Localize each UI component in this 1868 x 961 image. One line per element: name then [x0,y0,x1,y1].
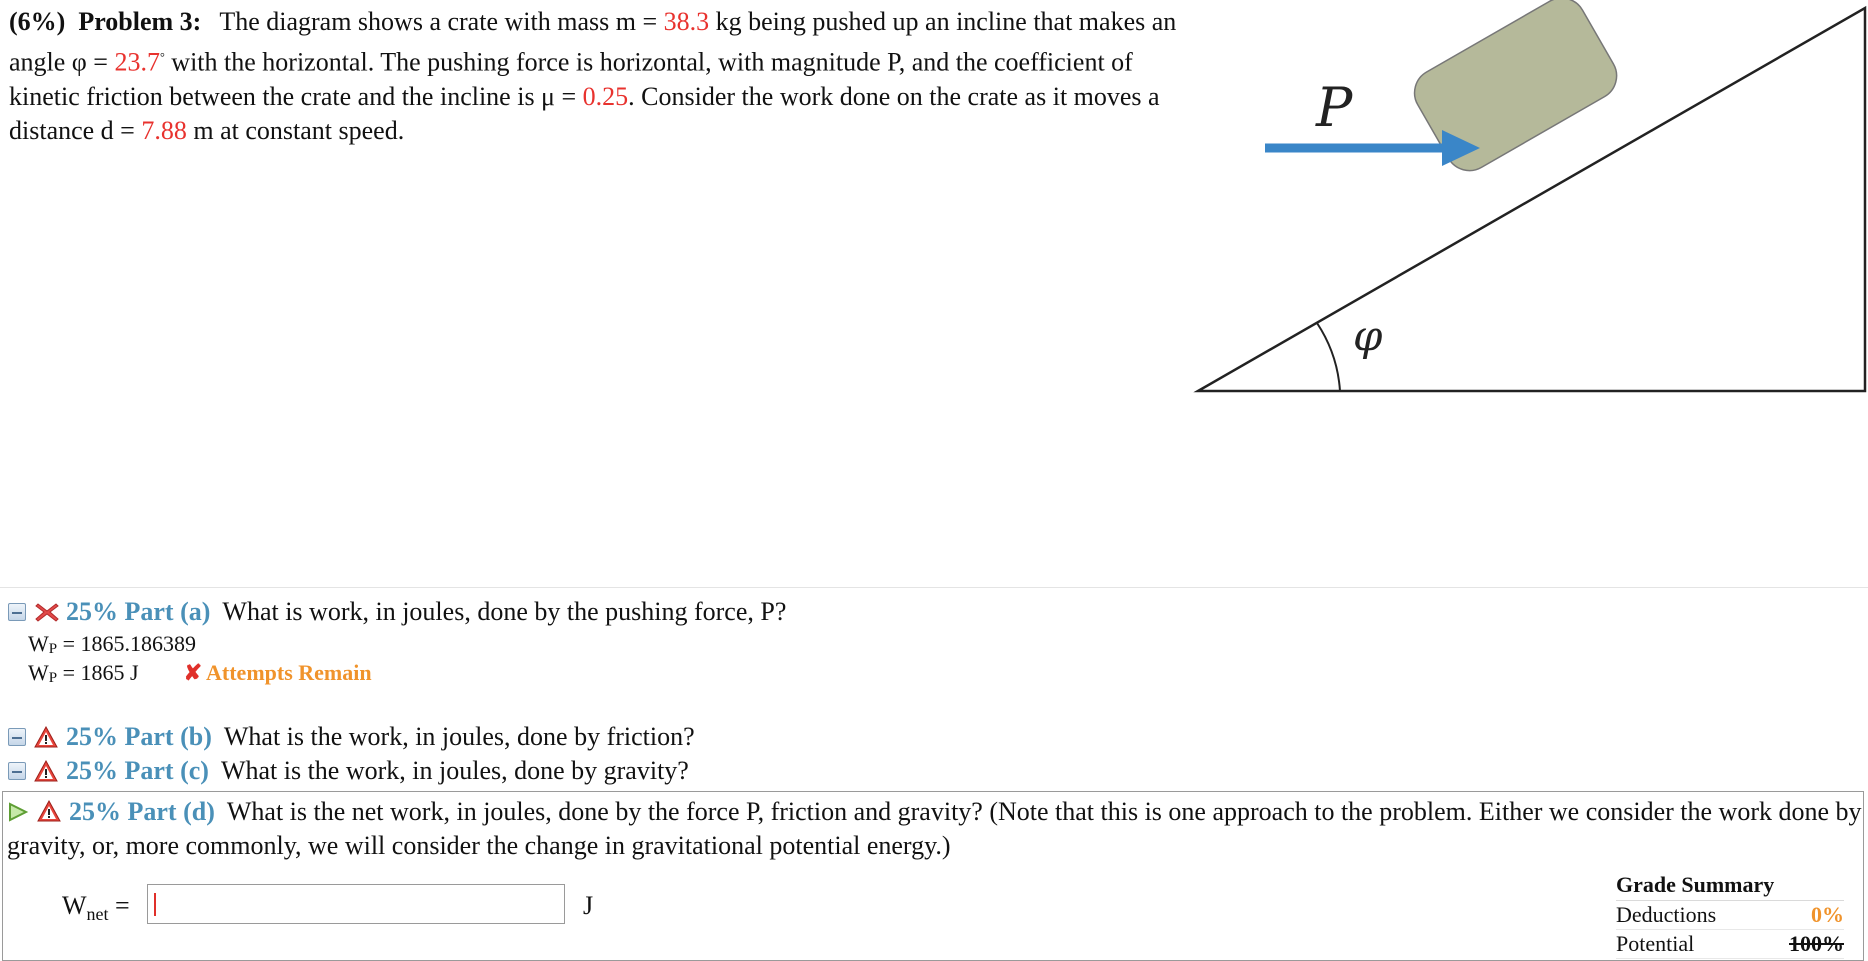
part-b-header [8,722,695,752]
part-a-response-2 [28,659,372,692]
angle-arc [1317,323,1340,391]
part-a-name: Part (a) [124,597,211,626]
problem-text-4: . Consider the work done on the crate as it moves a distance d = [9,81,1160,146]
part-c-weight: 25% [66,756,118,785]
part-a-label [66,597,210,627]
problem-label: Problem 3: [78,7,202,36]
part-d-label [69,797,215,826]
wnet-subscript: net [86,904,109,925]
wnet-symbol: W [62,891,87,920]
resp2-subscript: P [48,670,58,686]
warning-icon [34,760,58,782]
attempts-x-icon: ✘ [183,660,203,685]
potential-label: Potential [1616,931,1695,956]
part-d-weight: 25% [69,797,121,826]
problem-text-2: kg being pushed up an incline that makes an angle φ = [9,7,1177,77]
grade-summary-title: Grade Summary [1616,872,1844,901]
problem-text-3: with the horizontal. The pushing force is horizontal, with magnitude P, and the coefficient of kinetic friction between the crate and the incline is μ = [9,47,1133,111]
collapse-icon[interactable] [8,728,26,746]
collapse-icon[interactable] [8,603,26,621]
part-c-label [66,756,209,786]
section-divider [0,587,1868,588]
problem-text-1: The diagram shows a crate with mass m = [219,7,664,36]
angle-value: 23.7 [114,47,160,77]
part-a-header [8,597,786,627]
problem-weight: (6%) [9,7,66,36]
wnet-label [62,891,130,925]
grade-summary [1616,872,1844,959]
incorrect-x-icon [34,601,60,623]
deductions-row [1616,901,1844,930]
part-c-header [8,756,689,786]
degree-sign: ° [159,49,165,64]
warning-icon [37,800,61,822]
part-d-name: Part (d) [127,797,215,826]
part-b-name: Part (b) [124,722,212,751]
deductions-label: Deductions [1616,902,1717,927]
angle-label: φ [1353,311,1383,360]
mu-value: 0.25 [582,81,629,111]
part-b-question: What is the work, in joules, done by friction? [223,722,695,751]
play-icon [7,802,29,822]
part-d-header [7,795,1863,863]
part-b-label [66,722,212,752]
part-a-question: What is work, in joules, done by the pushing force, P? [222,597,787,626]
wnet-answer-input[interactable] [147,884,565,924]
part-c-name: Part (c) [124,756,209,785]
collapse-icon[interactable] [8,762,26,780]
distance-value: 7.88 [141,116,187,146]
resp1-symbol: W [28,631,49,656]
potential-row [1616,930,1844,959]
problem-statement [9,5,1199,149]
warning-icon [34,726,58,748]
incline-diagram [1190,0,1868,400]
wnet-equals: = [108,891,130,920]
mass-value: 38.3 [663,7,710,36]
resp2-symbol: W [28,660,49,685]
text-caret [154,893,156,916]
part-a-weight: 25% [66,597,118,626]
deductions-value: 0% [1811,902,1844,927]
resp1-value: = 1865.186389 [57,631,197,656]
force-label: P [1316,76,1353,139]
attempts-status [184,660,372,685]
attempts-text: Attempts Remain [206,660,372,685]
part-c-question: What is the work, in joules, done by gravity? [220,756,689,785]
part-b-weight: 25% [66,722,118,751]
resp1-subscript: P [48,641,58,657]
potential-value: 100% [1789,931,1844,956]
problem-text-5: m at constant speed. [186,116,405,146]
wnet-unit: J [583,891,594,920]
resp2-value: = 1865 J [57,660,139,685]
part-d-question: What is the net work, in joules, done by the force P, friction and gravity? (Note that this is one approach to the problem. Either we consider the work done by gravity, or, more commonly, we will consider the change in gravitational potential energy.) [7,797,1862,860]
